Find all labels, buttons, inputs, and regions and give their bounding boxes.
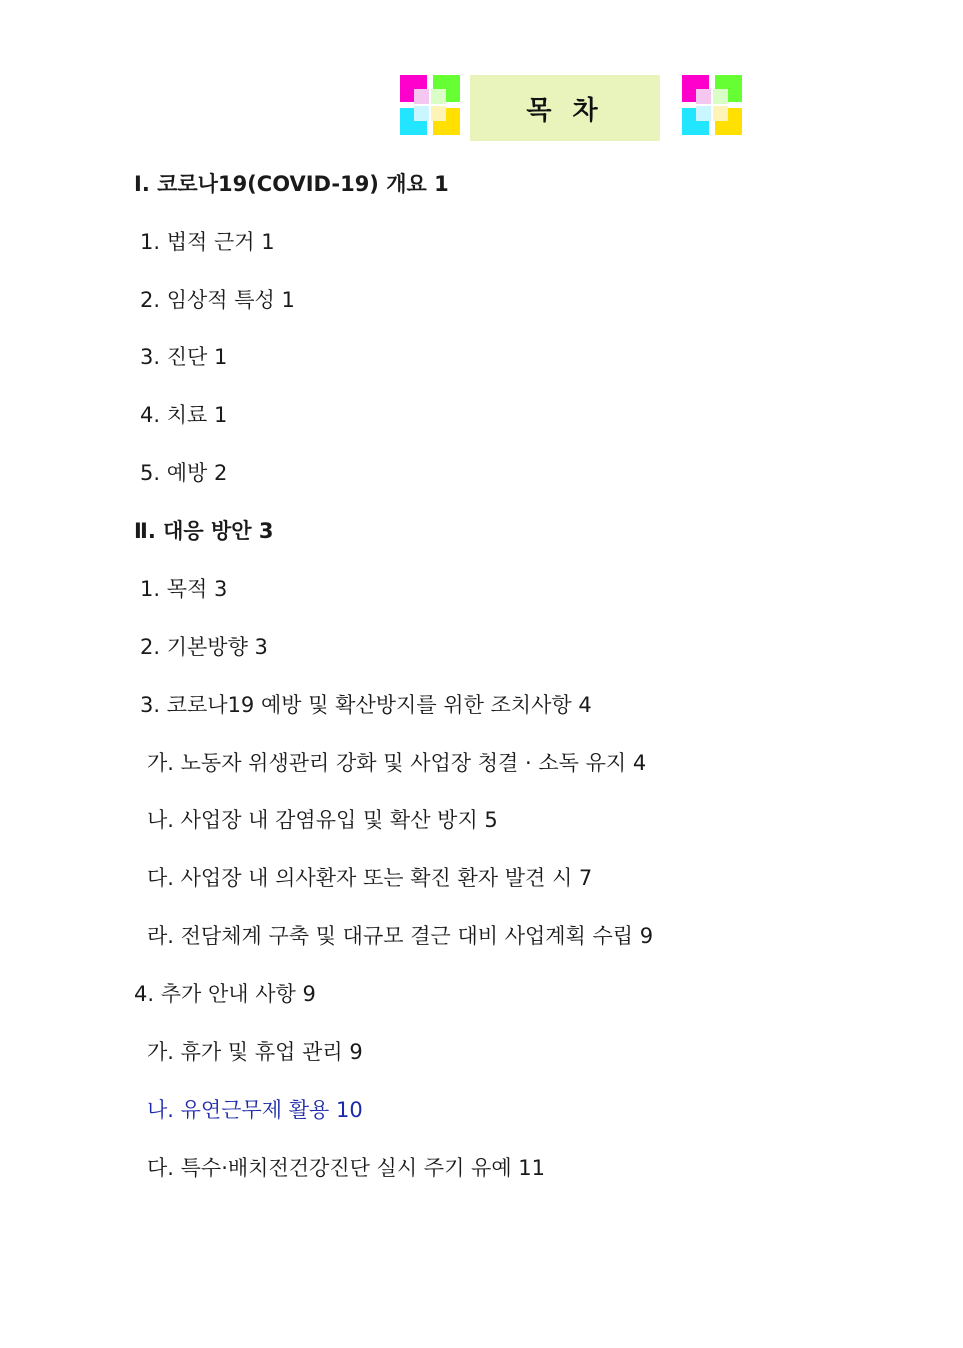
toc-subitem[interactable]: 다. 특수·배치전건강진단 실시 주기 유예 11 bbox=[147, 1156, 546, 1180]
toc-item[interactable]: 2. 기본방향 3 bbox=[140, 635, 268, 659]
decorative-squares-icon bbox=[682, 75, 742, 135]
toc-subitem[interactable]: 나. 사업장 내 감염유입 및 확산 방지 5 bbox=[147, 808, 498, 832]
toc-title: 목 차 bbox=[470, 75, 660, 141]
toc-chapter-1[interactable]: Ⅰ. 코로나19(COVID-19) 개요 1 bbox=[134, 172, 449, 196]
toc-header bbox=[400, 75, 742, 141]
toc-subitem-highlighted[interactable]: 나. 유연근무제 활용 10 bbox=[147, 1098, 363, 1122]
toc-item[interactable]: 4. 치료 1 bbox=[140, 403, 228, 427]
toc-item[interactable]: 3. 진단 1 bbox=[140, 345, 228, 369]
toc-item[interactable]: 5. 예방 2 bbox=[140, 461, 228, 485]
toc-item[interactable]: 4. 추가 안내 사항 9 bbox=[134, 982, 316, 1006]
decorative-squares-icon bbox=[400, 75, 460, 135]
toc-item[interactable]: 1. 목적 3 bbox=[140, 577, 228, 601]
toc-subitem[interactable]: 가. 노동자 위생관리 강화 및 사업장 청결 · 소독 유지 4 bbox=[147, 751, 647, 775]
toc-subitem[interactable]: 다. 사업장 내 의사환자 또는 확진 환자 발견 시 7 bbox=[147, 866, 593, 890]
toc-item[interactable]: 2. 임상적 특성 1 bbox=[140, 288, 295, 312]
toc-item[interactable]: 1. 법적 근거 1 bbox=[140, 230, 275, 254]
toc-subitem[interactable]: 가. 휴가 및 휴업 관리 9 bbox=[147, 1040, 363, 1064]
toc-chapter-2[interactable]: Ⅱ. 대응 방안 3 bbox=[134, 519, 274, 543]
toc-item[interactable]: 3. 코로나19 예방 및 확산방지를 위한 조치사항 4 bbox=[140, 693, 592, 717]
toc-subitem[interactable]: 라. 전담체계 구축 및 대규모 결근 대비 사업계획 수립 9 bbox=[147, 924, 654, 948]
